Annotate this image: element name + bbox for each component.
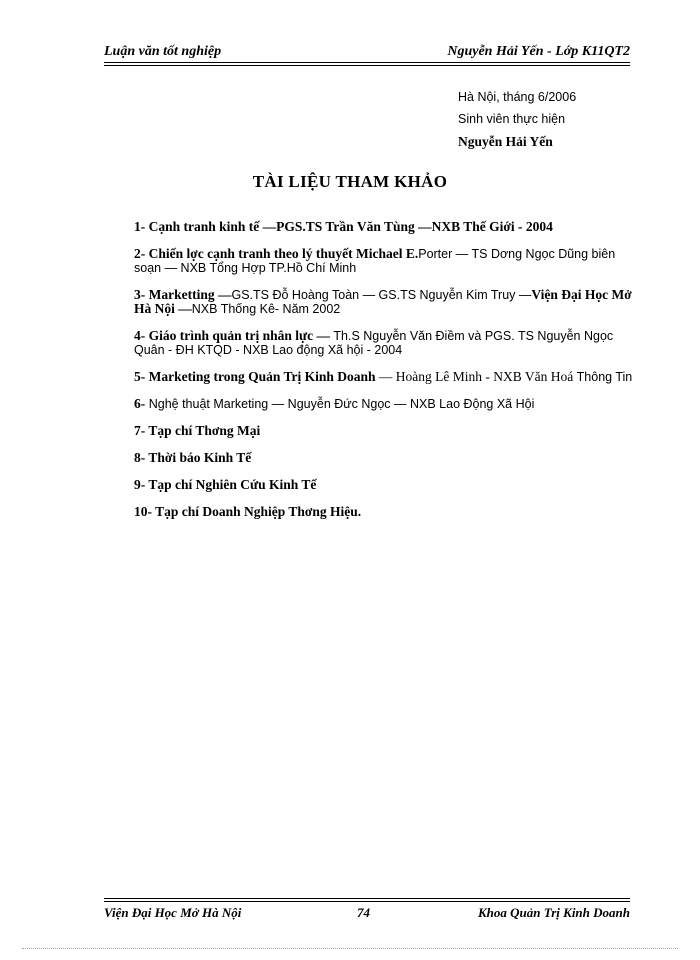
reference-number: 6-: [134, 396, 146, 411]
signature-name: Nguyễn Hải Yến: [458, 134, 553, 149]
reference-text: Marketing trong Quản Trị Kinh Doanh: [145, 369, 376, 384]
reference-text: Nghệ thuật Marketing — Nguyễn Đức Ngọc — NXB Lao Động Xã Hội: [145, 397, 535, 411]
reference-number: 9-: [134, 477, 146, 492]
reference-text: Marketting —: [145, 287, 232, 302]
reference-item: [134, 370, 634, 384]
page-header: [104, 44, 630, 62]
reference-number: 4-: [134, 328, 146, 343]
footer-institution: Viện Đại Học Mở Hà Nội: [104, 905, 242, 920]
reference-number: 8-: [134, 450, 146, 465]
reference-number: 10-: [134, 504, 152, 519]
reference-text: NXB Thống Kê- Năm 2002: [191, 302, 341, 316]
reference-text: Thông Tin: [576, 370, 633, 384]
footer-rule-double: [104, 901, 630, 902]
header-thesis-label: Luận văn tốt nghiệp: [104, 44, 222, 59]
reference-text: Viện Đại Học Mở Hà Nội —: [134, 287, 632, 316]
reference-number: 7-: [134, 423, 146, 438]
signature-place-date: Hà Nội, tháng 6/2006: [458, 90, 577, 104]
reference-text: Chiến lợc cạnh tranh theo lý thuyết Michael E.: [145, 246, 419, 261]
reference-item: [134, 329, 634, 357]
reference-list: [134, 220, 634, 532]
reference-item: [134, 397, 634, 411]
reference-text: GS.TS Đỗ Hoàng Toàn — GS.TS Nguyễn Kim Truy —: [231, 288, 532, 302]
reference-text: Giáo trình quản trị nhân lực —: [145, 328, 334, 343]
page-number: 74: [357, 905, 370, 920]
footer-faculty: Khoa Quản Trị Kinh Doanh: [478, 905, 630, 920]
reference-number: 1-: [134, 219, 146, 234]
reference-item: [134, 451, 634, 465]
reference-text: Tạp chí Nghiên Cứu Kinh Tế: [145, 477, 317, 492]
reference-number: 3-: [134, 287, 146, 302]
reference-item: [134, 478, 634, 492]
header-rule: [104, 62, 630, 63]
header-rule-double: [104, 65, 630, 66]
page-title: TÀI LIỆU THAM KHẢO: [252, 172, 448, 191]
reference-item: [134, 247, 634, 275]
signature-role: Sinh viên thực hiện: [458, 112, 566, 126]
footer-rule: [104, 898, 630, 899]
reference-item: [134, 288, 634, 316]
reference-text: Thời báo Kinh Tế: [145, 450, 252, 465]
reference-item: [134, 424, 634, 438]
reference-text: Cạnh tranh kinh tế —PGS.TS Trần Văn Tùng —NXB Thế Giới - 2004: [145, 219, 553, 234]
reference-text: Tạp chí Doanh Nghiệp Thơng Hiệu.: [152, 504, 362, 519]
header-author-class: Nguyễn Hải Yến - Lớp K11QT2: [447, 44, 630, 59]
reference-text: Tạp chí Thơng Mại: [145, 423, 261, 438]
page-footer: [104, 905, 630, 923]
reference-text: Porter — TS Dơng Ngọc Dũng biên soạn — NXB Tổng Hợp TP.Hồ Chí Minh: [134, 247, 616, 275]
reference-item: [134, 220, 634, 234]
reference-number: 5-: [134, 369, 146, 384]
reference-text: Th.S Nguyễn Văn Điềm và PGS. TS Nguyễn Ngọc Quân - ĐH KTQD - NXB Lao động Xã hội - 2004: [134, 329, 614, 357]
reference-text: — Hoàng Lê Minh - NXB Văn Hoá: [375, 369, 577, 384]
page-bottom-dotted-line: [22, 948, 678, 949]
reference-number: 2-: [134, 246, 146, 261]
reference-item: [134, 505, 634, 519]
